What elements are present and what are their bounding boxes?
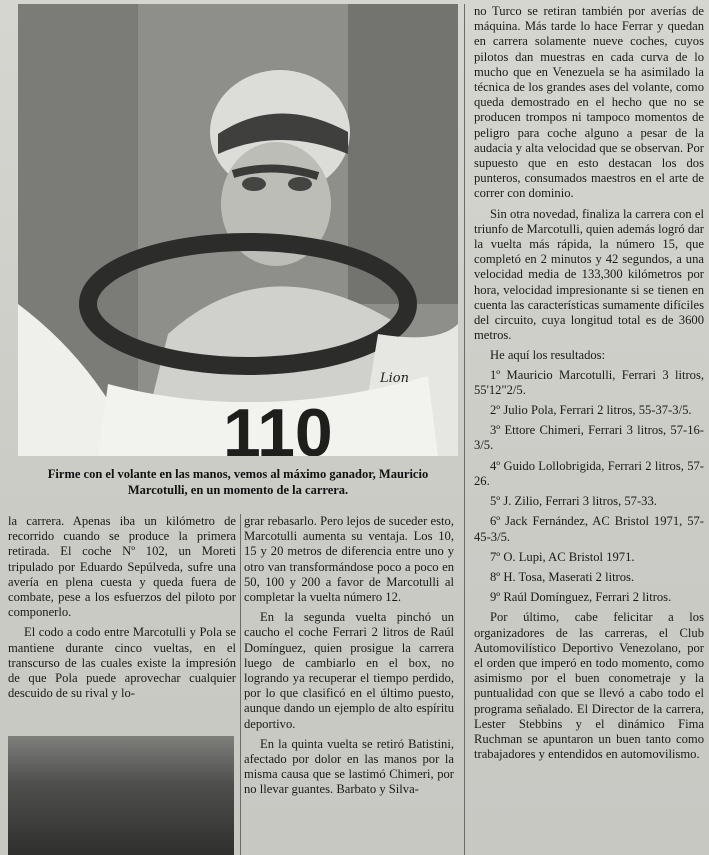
result-item: 1º Mauricio Marcotulli, Ferrari 3 litros, 55'12"2/5.	[474, 367, 704, 397]
paragraph: En la segunda vuelta pinchó un caucho el coche Ferrari 2 litros de Raúl Domínguez, quien prosigue la carrera luego de cambiarlo en el box, no logrando ya recuperar el tiempo perdido, por lo que clasificó en el último puesto, aunque dando un ejemplo de alto espíritu deportivo.	[244, 610, 454, 731]
result-item: 3º Ettore Chimeri, Ferrari 3 litros, 57-16-3/5.	[474, 423, 704, 453]
result-item: 2º Julio Pola, Ferrari 2 litros, 55-37-3/5.	[490, 403, 692, 418]
paragraph: En la quinta vuelta se retiró Batistini, afectado por dolor en las manos por la misma causa que se lastimó Chimeri, por no llevar guantes. Barbato y Silva-	[244, 736, 454, 797]
article-column-middle	[244, 514, 454, 798]
driver-photo-drawing	[18, 4, 458, 456]
paragraph: grar rebasarlo. Pero lejos de suceder esto, Marcotulli aumenta su ventaja. Los 10, 15 y 20 metros de diferencia entre uno y otro van transformándose poco a poco en 50, 100 y 200 a favor de Marcotulli al completar la vuelta número 12.	[244, 514, 454, 605]
result-item: 7º O. Lupi, AC Bristol 1971.	[490, 549, 635, 564]
result-item: 5º J. Zilio, Ferrari 3 litros, 57-33.	[490, 494, 657, 509]
results-list	[474, 368, 704, 606]
paragraph: El codo a codo entre Marcotulli y Pola se mantiene durante cinco vueltas, en el transcurso de las cuales existe la impresión de que Pola puede aprovechar cualquier descuido de su rival y lo-	[8, 625, 236, 701]
result-item: 6º Jack Fernández, AC Bristol 1971, 57-45-3/5.	[474, 514, 704, 544]
paragraph: la carrera. Apenas iba un kilómetro de recorrido cuando se produce la primera retirada. El coche Nº 102, un Moreti tripulado por Eduardo Sepúlveda, sufre una avería en plena cuesta y queda fuera de combate, pese a los esfuerzos del piloto por componerlo.	[8, 514, 236, 620]
result-item: 9º Raúl Domínguez, Ferrari 2 litros.	[490, 590, 672, 605]
paragraph: Por último, cabe felicitar a los organizadores de las carreras, el Club Automovilístico Deportivo Venezolano, por el orden que imperó en todo momento, como asimismo por el buen conometraje y la puntualidad con que se llevó a cabo todo el programa señalado. El Director de la carrera, Lester Stebbins y el dinámico Fima Ruchman se apuntaron un buen tanto como trabajadores y entendidos en automovilismo.	[474, 610, 704, 762]
article-column-left	[8, 514, 236, 701]
result-item: 4º Guido Lollobrigida, Ferrari 2 litros, 57-26.	[474, 458, 704, 488]
article-column-right	[474, 4, 704, 762]
column-divider	[240, 514, 241, 855]
driver-photo	[18, 4, 458, 456]
results-intro: He aquí los resultados:	[490, 348, 606, 363]
photo-caption: Firme con el volante en las manos, vemos al máximo ganador, Mauricio Marcotulli, en un momento de la carrera.	[47, 467, 429, 497]
secondary-photo	[8, 736, 234, 855]
column-divider	[464, 4, 465, 855]
car-number: 110	[223, 395, 333, 456]
photographer-signature: Lion	[380, 371, 409, 386]
result-item: 8º H. Tosa, Maserati 2 litros.	[490, 569, 635, 584]
paragraph: Sin otra novedad, finaliza la carrera con el triunfo de Marcotulli, quien además logró dar la vuelta más rápida, la número 15, que completó en 2 minutos y 42 segundos, a una velocidad media de 133,300 kilómetros por hora, velocidad impresionante si se tienen en cuenta las características sumamente difíciles del circuito, cuya longitud total es de 3600 metros.	[474, 206, 704, 343]
paragraph: no Turco se retiran también por averías de máquina. Más tarde lo hace Ferrar y quedan en carrera solamente nueve coches, cuyos pilotos dan muestras en cada curva de lo mucho que en Venezuela se ha asimilado la técnica de los grandes ases del volante, como queda demostrado en el hecho que no se producen trompos ni tampoco momentos de peligro para coche alguno a pesar de la audacia y alta velocidad que se observan. Por supuesto que en esto destacan los dos punteros, consumados maestros en el arte de correr con dominio.	[474, 4, 704, 201]
